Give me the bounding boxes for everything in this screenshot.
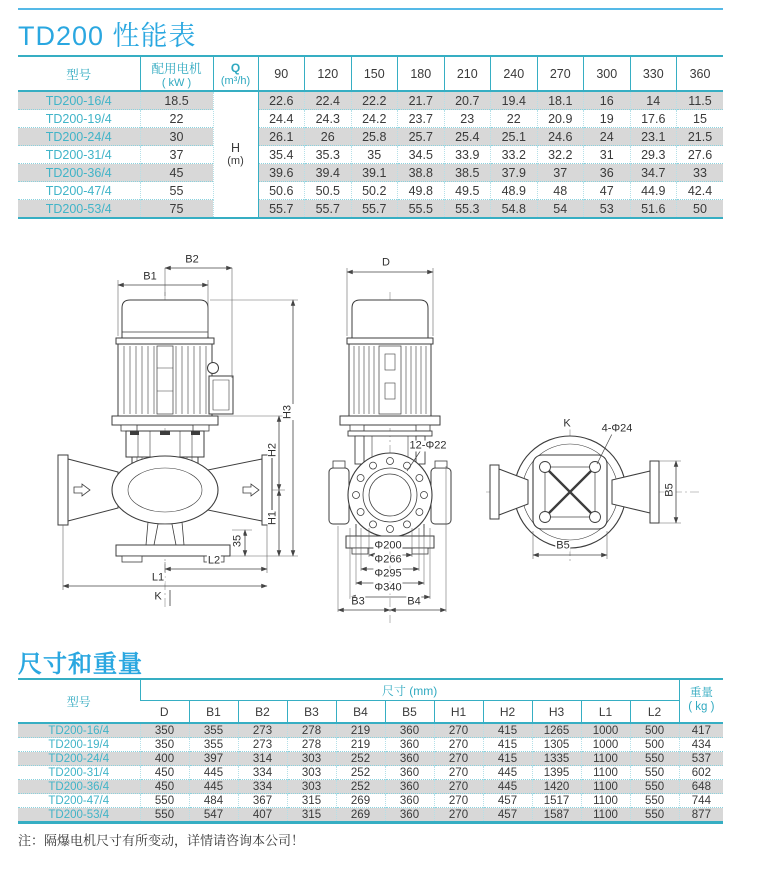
head-value-cell: 35.4 <box>258 146 305 164</box>
dim-label-l1: L1 <box>151 571 165 584</box>
dim-label-phi295: Φ295 <box>374 567 402 580</box>
dim-label-phi340: Φ340 <box>374 581 402 594</box>
performance-row <box>18 164 723 182</box>
model-cell: TD200-36/4 <box>18 164 140 182</box>
page-title: TD200 性能表 <box>18 21 197 51</box>
head-value-cell: 25.7 <box>398 128 445 146</box>
dim-value-cell: 360 <box>385 752 434 766</box>
flow-header: 210 <box>444 56 491 91</box>
motor-kw-cell: 45 <box>140 164 213 182</box>
dim-value-cell: 334 <box>238 780 287 794</box>
dim-label-phi200: Φ200 <box>374 539 402 552</box>
dim-value-cell: 360 <box>385 723 434 738</box>
flow-header: 330 <box>630 56 677 91</box>
model-cell: TD200-47/4 <box>18 794 140 808</box>
head-value-cell: 11.5 <box>677 91 724 110</box>
dim-value-cell: 270 <box>434 738 483 752</box>
dim-value-cell: 252 <box>336 752 385 766</box>
motor-kw-cell: 22 <box>140 110 213 128</box>
weight-value-cell: 744 <box>679 794 723 808</box>
dim-value-cell: 457 <box>483 808 532 823</box>
dim-value-cell: 219 <box>336 738 385 752</box>
dim-label-phi266: Φ266 <box>374 553 402 566</box>
col-motor-header <box>140 56 213 91</box>
dim-value-cell: 269 <box>336 808 385 823</box>
head-value-cell: 55.7 <box>305 200 352 219</box>
dim-value-cell: 1517 <box>532 794 581 808</box>
dim-value-cell: 1000 <box>581 723 630 738</box>
dim-value-cell: 547 <box>189 808 238 823</box>
head-value-cell: 34.5 <box>398 146 445 164</box>
dim-value-cell: 360 <box>385 808 434 823</box>
side-view <box>58 268 298 610</box>
dim-label-d: D <box>382 256 390 269</box>
section-label-k-right: K <box>563 417 571 430</box>
dim-value-cell: 500 <box>630 723 679 738</box>
top-divider-line <box>18 8 723 10</box>
dim-value-cell: 355 <box>189 723 238 738</box>
performance-table <box>18 55 723 219</box>
model-cell: TD200-36/4 <box>18 780 140 794</box>
head-value-cell: 22 <box>491 110 538 128</box>
performance-row <box>18 182 723 200</box>
performance-row <box>18 91 723 110</box>
dim-value-cell: 269 <box>336 794 385 808</box>
col-model-header: 型号 <box>18 56 140 91</box>
dim-column-header: H2 <box>483 701 532 724</box>
head-value-cell: 36 <box>584 164 631 182</box>
head-value-cell: 37.9 <box>491 164 538 182</box>
model-cell: TD200-16/4 <box>18 91 140 110</box>
head-value-cell: 22.4 <box>305 91 352 110</box>
head-value-cell: 22.2 <box>351 91 398 110</box>
dim-value-cell: 450 <box>140 766 189 780</box>
dim-column-header: L1 <box>581 701 630 724</box>
dim-value-cell: 270 <box>434 766 483 780</box>
dim-column-header: H1 <box>434 701 483 724</box>
dim-value-cell: 484 <box>189 794 238 808</box>
head-value-cell: 24.6 <box>537 128 584 146</box>
head-value-cell: 38.8 <box>398 164 445 182</box>
weight-unit: ( kg ) <box>688 701 715 713</box>
weight-value-cell: 602 <box>679 766 723 780</box>
head-value-cell: 17.6 <box>630 110 677 128</box>
dim-value-cell: 355 <box>189 738 238 752</box>
head-value-cell: 54 <box>537 200 584 219</box>
dim-label-h1: H1 <box>266 510 279 526</box>
head-value-cell: 34.7 <box>630 164 677 182</box>
weight-value-cell: 434 <box>679 738 723 752</box>
dim-value-cell: 360 <box>385 794 434 808</box>
head-value-cell: 20.7 <box>444 91 491 110</box>
head-value-cell: 24.3 <box>305 110 352 128</box>
dim-value-cell: 415 <box>483 752 532 766</box>
dim-value-cell: 219 <box>336 723 385 738</box>
motor-kw-cell: 18.5 <box>140 91 213 110</box>
head-value-cell: 33 <box>677 164 724 182</box>
dim-value-cell: 270 <box>434 794 483 808</box>
head-value-cell: 23 <box>444 110 491 128</box>
dim-label-12holes: 12-Φ22 <box>409 439 447 452</box>
model-cell: TD200-53/4 <box>18 808 140 823</box>
head-value-cell: 50.2 <box>351 182 398 200</box>
dim-value-cell: 334 <box>238 766 287 780</box>
flow-header: 120 <box>305 56 352 91</box>
dim-value-cell: 550 <box>630 752 679 766</box>
performance-row <box>18 200 723 219</box>
dimension-header-row1 <box>18 679 723 701</box>
flow-header: 180 <box>398 56 445 91</box>
model-cell: TD200-24/4 <box>18 128 140 146</box>
head-value-cell: 21.7 <box>398 91 445 110</box>
col-q-label: Q <box>230 60 241 75</box>
head-value-cell: 15 <box>677 110 724 128</box>
head-value-cell: 23.7 <box>398 110 445 128</box>
head-value-cell: 31 <box>584 146 631 164</box>
col-q-unit: (m³/h) <box>220 74 251 87</box>
dim-value-cell: 407 <box>238 808 287 823</box>
dimension-table <box>18 678 723 824</box>
dim-column-header: D <box>140 701 189 724</box>
motor-kw-cell: 55 <box>140 182 213 200</box>
head-value-cell: 53 <box>584 200 631 219</box>
dim-value-cell: 367 <box>238 794 287 808</box>
dim-value-cell: 457 <box>483 794 532 808</box>
dim-label-h2: H2 <box>266 442 279 458</box>
head-value-cell: 42.4 <box>677 182 724 200</box>
head-unit: (m) <box>227 155 244 168</box>
weight-value-cell: 417 <box>679 723 723 738</box>
dim-value-cell: 350 <box>140 738 189 752</box>
dim-value-cell: 1335 <box>532 752 581 766</box>
dim-value-cell: 450 <box>140 780 189 794</box>
dimension-table-wrap <box>18 678 723 824</box>
head-value-cell: 20.9 <box>537 110 584 128</box>
flow-header: 90 <box>258 56 305 91</box>
dimension-row <box>18 738 723 752</box>
dim-value-cell: 1265 <box>532 723 581 738</box>
dim-value-cell: 252 <box>336 780 385 794</box>
head-value-cell: 24 <box>584 128 631 146</box>
dim-value-cell: 315 <box>287 794 336 808</box>
dim-label-b3: B3 <box>351 595 365 608</box>
col-model-header-2: 型号 <box>18 679 140 723</box>
head-value-cell: 39.4 <box>305 164 352 182</box>
head-value-cell: 25.4 <box>444 128 491 146</box>
head-value-cell: 55.5 <box>398 200 445 219</box>
dim-value-cell: 360 <box>385 738 434 752</box>
dim-label-b2: B2 <box>185 253 199 266</box>
dim-column-header: L2 <box>630 701 679 724</box>
head-value-cell: 47 <box>584 182 631 200</box>
head-value-cell: 49.8 <box>398 182 445 200</box>
col-motor-label: 配用电机 <box>151 61 202 76</box>
dim-value-cell: 314 <box>238 752 287 766</box>
dim-value-cell: 1100 <box>581 794 630 808</box>
dim-value-cell: 500 <box>630 738 679 752</box>
flow-header: 270 <box>537 56 584 91</box>
dim-value-cell: 550 <box>630 808 679 823</box>
head-value-cell: 25.1 <box>491 128 538 146</box>
dim-value-cell: 445 <box>189 766 238 780</box>
dim-label-l2: L2 <box>207 554 221 567</box>
dims-span-header: 尺寸 (mm) <box>140 679 679 701</box>
head-value-cell: 44.9 <box>630 182 677 200</box>
model-cell: TD200-31/4 <box>18 766 140 780</box>
technical-drawings <box>0 228 763 644</box>
head-value-cell: 35 <box>351 146 398 164</box>
motor-kw-cell: 30 <box>140 128 213 146</box>
head-value-cell: 48 <box>537 182 584 200</box>
head-value-cell: 50.5 <box>305 182 352 200</box>
head-value-cell: 54.8 <box>491 200 538 219</box>
head-value-cell: 24.4 <box>258 110 305 128</box>
dim-value-cell: 397 <box>189 752 238 766</box>
head-value-cell: 29.3 <box>630 146 677 164</box>
dim-value-cell: 303 <box>287 766 336 780</box>
flow-header: 360 <box>677 56 724 91</box>
dim-value-cell: 270 <box>434 752 483 766</box>
dim-value-cell: 400 <box>140 752 189 766</box>
head-value-cell: 39.6 <box>258 164 305 182</box>
head-value-cell: 23.1 <box>630 128 677 146</box>
dim-value-cell: 303 <box>287 780 336 794</box>
dimension-row <box>18 808 723 823</box>
dim-value-cell: 445 <box>483 766 532 780</box>
weight-label: 重量 <box>689 687 713 700</box>
head-value-cell: 16 <box>584 91 631 110</box>
footnote: 注：隔爆电机尺寸有所变动，详情请咨询本公司！ <box>18 833 305 848</box>
dim-value-cell: 315 <box>287 808 336 823</box>
head-value-cell: 32.2 <box>537 146 584 164</box>
head-value-cell: 50 <box>677 200 724 219</box>
model-cell: TD200-24/4 <box>18 752 140 766</box>
col-motor-unit: ( kW ) <box>161 76 192 89</box>
head-value-cell: 55.7 <box>258 200 305 219</box>
dimension-row <box>18 780 723 794</box>
head-value-cell: 38.5 <box>444 164 491 182</box>
dim-value-cell: 273 <box>238 738 287 752</box>
dim-value-cell: 415 <box>483 738 532 752</box>
section-title-dimensions: 尺寸和重量 <box>18 651 143 678</box>
flow-header: 240 <box>491 56 538 91</box>
performance-row <box>18 128 723 146</box>
dim-value-cell: 278 <box>287 738 336 752</box>
dim-value-cell: 1100 <box>581 780 630 794</box>
dim-value-cell: 1100 <box>581 752 630 766</box>
dim-column-header: B1 <box>189 701 238 724</box>
dim-column-header: H3 <box>532 701 581 724</box>
dim-label-35: 35 <box>231 534 244 548</box>
head-value-cell: 14 <box>630 91 677 110</box>
dim-value-cell: 1305 <box>532 738 581 752</box>
weight-value-cell: 537 <box>679 752 723 766</box>
dim-value-cell: 1395 <box>532 766 581 780</box>
head-value-cell: 55.3 <box>444 200 491 219</box>
dim-value-cell: 270 <box>434 723 483 738</box>
col-q-header <box>213 56 258 91</box>
dim-label-h3: H3 <box>281 404 294 420</box>
weight-value-cell: 877 <box>679 808 723 823</box>
model-cell: TD200-47/4 <box>18 182 140 200</box>
head-value-cell: 33.9 <box>444 146 491 164</box>
weight-value-cell: 648 <box>679 780 723 794</box>
dim-value-cell: 303 <box>287 752 336 766</box>
performance-table-wrap <box>18 55 723 219</box>
head-value-cell: 19 <box>584 110 631 128</box>
dim-value-cell: 350 <box>140 723 189 738</box>
dim-value-cell: 1587 <box>532 808 581 823</box>
dim-column-header: B4 <box>336 701 385 724</box>
dim-value-cell: 445 <box>189 780 238 794</box>
dim-value-cell: 550 <box>140 808 189 823</box>
head-value-cell: 27.6 <box>677 146 724 164</box>
dim-value-cell: 415 <box>483 723 532 738</box>
model-cell: TD200-16/4 <box>18 723 140 738</box>
col-weight-header <box>679 679 723 723</box>
head-value-cell: 26.1 <box>258 128 305 146</box>
dim-value-cell: 270 <box>434 808 483 823</box>
head-value-cell: 21.5 <box>677 128 724 146</box>
dim-label-b5-right: B5 <box>663 483 676 497</box>
dim-column-header: B5 <box>385 701 434 724</box>
dim-value-cell: 278 <box>287 723 336 738</box>
section-label-k-left: K <box>154 590 162 603</box>
head-value-cell: 49.5 <box>444 182 491 200</box>
dim-value-cell: 1100 <box>581 766 630 780</box>
dim-value-cell: 270 <box>434 780 483 794</box>
dimension-row <box>18 766 723 780</box>
dim-value-cell: 360 <box>385 780 434 794</box>
dim-value-cell: 273 <box>238 723 287 738</box>
dim-value-cell: 550 <box>630 766 679 780</box>
head-value-cell: 25.8 <box>351 128 398 146</box>
flow-header: 150 <box>351 56 398 91</box>
dim-value-cell: 550 <box>630 780 679 794</box>
dim-label-4holes: 4-Φ24 <box>601 422 633 435</box>
head-value-cell: 39.1 <box>351 164 398 182</box>
head-symbol: H <box>230 140 241 155</box>
dim-label-b1: B1 <box>143 270 157 283</box>
dim-value-cell: 1100 <box>581 808 630 823</box>
dim-value-cell: 445 <box>483 780 532 794</box>
head-value-cell: 37 <box>537 164 584 182</box>
model-cell: TD200-19/4 <box>18 110 140 128</box>
model-cell: TD200-19/4 <box>18 738 140 752</box>
model-cell: TD200-31/4 <box>18 146 140 164</box>
dim-value-cell: 1000 <box>581 738 630 752</box>
head-value-cell: 35.3 <box>305 146 352 164</box>
head-value-cell: 18.1 <box>537 91 584 110</box>
head-value-cell: 22.6 <box>258 91 305 110</box>
head-value-cell: 48.9 <box>491 182 538 200</box>
dim-value-cell: 1420 <box>532 780 581 794</box>
head-value-cell: 55.7 <box>351 200 398 219</box>
head-value-cell: 33.2 <box>491 146 538 164</box>
model-cell: TD200-53/4 <box>18 200 140 219</box>
flow-header: 300 <box>584 56 631 91</box>
dim-value-cell: 252 <box>336 766 385 780</box>
dim-value-cell: 360 <box>385 766 434 780</box>
dim-value-cell: 550 <box>140 794 189 808</box>
head-unit-merged-cell <box>213 91 258 218</box>
motor-kw-cell: 75 <box>140 200 213 219</box>
dim-label-b5-bottom: B5 <box>556 539 570 552</box>
head-value-cell: 19.4 <box>491 91 538 110</box>
dim-column-header: B2 <box>238 701 287 724</box>
dimension-row <box>18 752 723 766</box>
performance-row <box>18 146 723 164</box>
dim-label-b4: B4 <box>407 595 421 608</box>
dim-value-cell: 550 <box>630 794 679 808</box>
head-value-cell: 51.6 <box>630 200 677 219</box>
motor-kw-cell: 37 <box>140 146 213 164</box>
dimension-row <box>18 794 723 808</box>
performance-header-row <box>18 56 723 91</box>
dim-column-header: B3 <box>287 701 336 724</box>
head-value-cell: 24.2 <box>351 110 398 128</box>
dimension-row <box>18 723 723 738</box>
performance-row <box>18 110 723 128</box>
head-value-cell: 26 <box>305 128 352 146</box>
head-value-cell: 50.6 <box>258 182 305 200</box>
